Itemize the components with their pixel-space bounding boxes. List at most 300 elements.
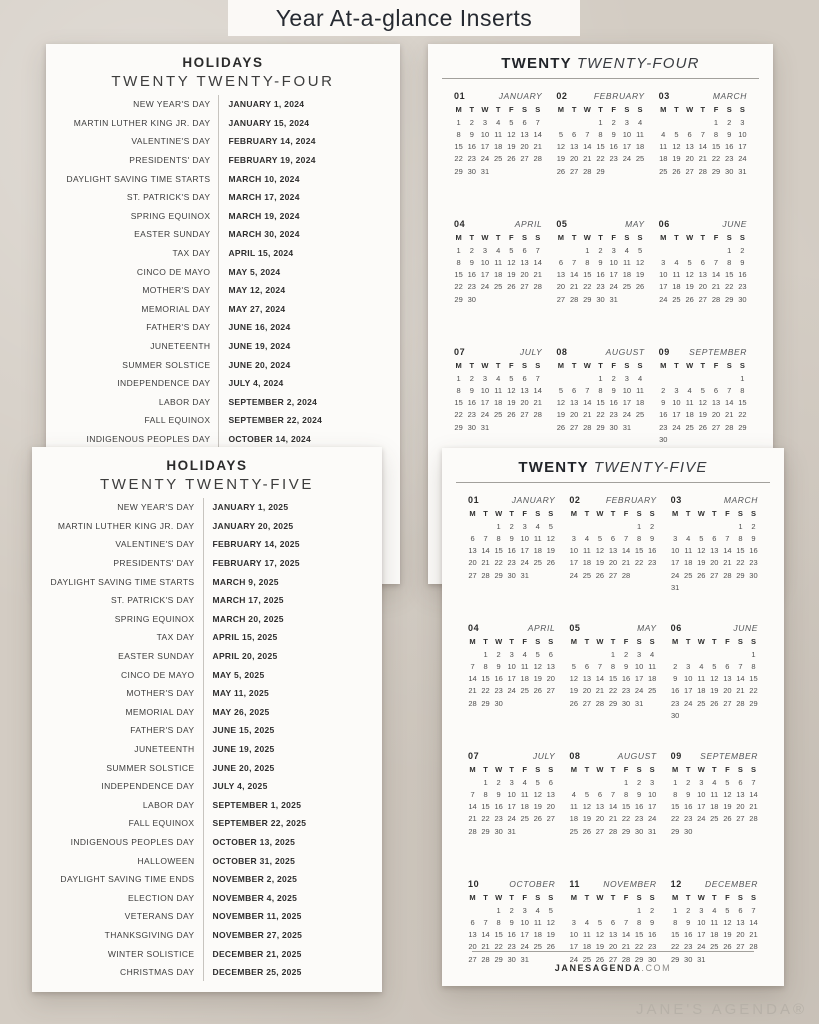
holiday-name: INDIGENOUS PEOPLES DAY xyxy=(32,833,204,852)
day-cell: 18 xyxy=(710,930,719,940)
day-cell: 31 xyxy=(697,954,706,964)
day-cell: 22 xyxy=(481,686,490,696)
day-of-week-header: S xyxy=(535,233,541,242)
holiday-name: ST. PATRICK'S DAY xyxy=(46,188,219,207)
day-of-week-header: T xyxy=(598,105,603,114)
day-cell: 27 xyxy=(736,814,745,824)
day-cell xyxy=(721,582,734,594)
day-cell: 28 xyxy=(533,282,542,292)
day-cell: 9 xyxy=(469,385,474,395)
day-cell: 25 xyxy=(493,282,503,292)
day-of-week-header: S xyxy=(726,233,732,242)
day-cell: 27 xyxy=(468,570,477,580)
day-cell: 24 xyxy=(569,570,579,580)
day-cell: 12 xyxy=(556,142,566,152)
holidays-2025-list xyxy=(32,498,382,981)
day-of-week-header: S xyxy=(535,637,541,646)
day-cell xyxy=(723,373,736,385)
day-cell: 22 xyxy=(736,558,745,568)
day-cell: 5 xyxy=(687,257,692,267)
day-cell: 19 xyxy=(546,546,555,556)
month-name: NOVEMBER xyxy=(603,879,657,889)
day-cell: 29 xyxy=(725,294,734,304)
month-block xyxy=(466,495,557,623)
day-cell: 10 xyxy=(480,129,490,139)
day-cell: 16 xyxy=(738,270,747,280)
day-cell: 4 xyxy=(496,373,501,383)
day-cell: 3 xyxy=(482,117,488,127)
day-cell xyxy=(708,582,721,594)
day-cell: 12 xyxy=(723,917,732,927)
day-of-week-header: S xyxy=(548,893,554,902)
holiday-date: FEBRUARY 14, 2024 xyxy=(228,136,316,147)
month-number: 02 xyxy=(556,91,568,101)
day-cell: 7 xyxy=(470,661,475,671)
holiday-row xyxy=(46,430,400,449)
day-cell: 14 xyxy=(583,142,592,152)
day-cell: 30 xyxy=(671,710,680,720)
holiday-row xyxy=(46,281,400,300)
day-cell: 29 xyxy=(454,294,463,304)
day-cell: 7 xyxy=(597,661,603,671)
day-cell: 19 xyxy=(685,282,694,292)
day-cell: 29 xyxy=(454,422,463,432)
day-cell: 18 xyxy=(710,802,719,812)
day-cell: 7 xyxy=(751,777,756,787)
day-cell xyxy=(747,826,760,838)
day-cell: 13 xyxy=(582,674,592,684)
day-cell: 23 xyxy=(749,558,758,568)
day-cell: 31 xyxy=(507,826,516,836)
day-cell: 25 xyxy=(672,294,681,304)
day-cell: 5 xyxy=(699,533,704,543)
holiday-name: SPRING EQUINOX xyxy=(46,207,219,226)
day-cell: 20 xyxy=(520,270,529,280)
day-cell: 17 xyxy=(480,270,490,280)
day-cell: 3 xyxy=(571,533,576,543)
day-cell: 2 xyxy=(469,245,474,255)
holiday-name: FATHER'S DAY xyxy=(32,721,204,740)
day-cell: 30 xyxy=(467,166,476,176)
day-cell: 30 xyxy=(647,954,657,964)
day-cell: 2 xyxy=(611,117,616,127)
day-of-week-header: W xyxy=(481,105,489,114)
calendar-2025-title xyxy=(442,448,784,478)
holiday-name: SUMMER SOLSTICE xyxy=(46,355,219,374)
day-cell: 28 xyxy=(595,698,605,708)
day-cell: 27 xyxy=(736,942,745,952)
day-cell: 3 xyxy=(699,905,704,915)
day-cell: 22 xyxy=(634,942,644,952)
day-of-week-header: T xyxy=(469,233,475,242)
day-cell: 22 xyxy=(711,154,721,164)
day-cell: 2 xyxy=(469,373,474,383)
day-cell: 19 xyxy=(569,686,579,696)
day-cell: 20 xyxy=(569,410,579,420)
day-cell: 29 xyxy=(608,698,618,708)
day-of-week-header: W xyxy=(686,233,694,242)
day-cell: 13 xyxy=(556,270,566,280)
day-cell: 26 xyxy=(710,698,719,708)
day-cell: 22 xyxy=(608,686,618,696)
day-cell: 9 xyxy=(611,129,616,139)
holiday-date: NOVEMBER 2, 2025 xyxy=(212,874,298,885)
day-cell: 5 xyxy=(637,245,643,255)
day-cell xyxy=(696,245,709,257)
day-cell: 22 xyxy=(621,814,631,824)
day-of-week-header: S xyxy=(739,233,745,242)
day-cell xyxy=(633,422,646,434)
day-cell: 26 xyxy=(569,698,579,708)
day-cell: 24 xyxy=(609,282,618,292)
month-block xyxy=(452,91,544,219)
day-of-week-header: S xyxy=(548,509,554,518)
day-of-week-header: T xyxy=(712,509,717,518)
day-cell: 6 xyxy=(558,257,563,267)
day-cell: 28 xyxy=(569,294,579,304)
day-cell: 21 xyxy=(595,686,605,696)
day-cell: 12 xyxy=(533,789,542,799)
day-cell xyxy=(478,294,491,306)
day-cell: 27 xyxy=(595,826,605,836)
day-cell: 16 xyxy=(507,546,516,556)
month-name: MAY xyxy=(625,219,645,229)
day-cell: 28 xyxy=(698,166,707,176)
holiday-date: JUNE 20, 2025 xyxy=(212,762,275,773)
day-cell: 22 xyxy=(454,282,463,292)
day-cell: 2 xyxy=(509,521,514,531)
day-cell: 17 xyxy=(520,546,529,556)
day-cell: 6 xyxy=(725,661,730,671)
day-cell: 8 xyxy=(673,917,678,927)
day-cell xyxy=(670,434,683,446)
day-cell: 24 xyxy=(697,942,706,952)
month-header xyxy=(567,495,658,505)
day-cell: 16 xyxy=(494,802,503,812)
month-name: MARCH xyxy=(723,495,758,505)
day-cell: 29 xyxy=(481,826,490,836)
day-cell: 8 xyxy=(637,533,642,543)
holiday-date: JANUARY 1, 2024 xyxy=(228,99,305,110)
day-cell: 4 xyxy=(496,117,501,127)
day-of-week-header: F xyxy=(611,233,616,242)
day-cell: 17 xyxy=(684,686,693,696)
day-cell: 3 xyxy=(740,117,745,127)
day-cell: 10 xyxy=(622,129,632,139)
holiday-name: PRESIDENTS' DAY xyxy=(46,151,219,170)
day-cell: 25 xyxy=(710,814,719,824)
day-cell xyxy=(747,582,760,594)
day-cell: 5 xyxy=(712,661,717,671)
day-of-week-header: T xyxy=(610,893,616,902)
day-of-week-header: S xyxy=(737,509,743,518)
day-cell: 26 xyxy=(672,166,681,176)
day-cell: 28 xyxy=(723,570,732,580)
day-cell xyxy=(708,826,721,838)
day-cell: 4 xyxy=(661,129,666,139)
day-cell: 13 xyxy=(595,802,605,812)
day-cell: 9 xyxy=(623,661,629,671)
month-grid xyxy=(567,636,658,710)
day-cell: 21 xyxy=(583,410,592,420)
day-cell: 10 xyxy=(659,270,668,280)
holiday-name: EASTER SUNDAY xyxy=(32,647,204,666)
day-cell: 24 xyxy=(480,282,490,292)
day-cell: 2 xyxy=(598,245,603,255)
day-cell: 16 xyxy=(467,142,476,152)
holiday-date: MAY 26, 2025 xyxy=(212,706,270,717)
day-cell: 7 xyxy=(535,245,540,255)
holiday-date: JUNE 16, 2024 xyxy=(228,322,291,333)
day-cell: 31 xyxy=(738,166,747,176)
day-cell xyxy=(747,710,760,722)
day-cell: 7 xyxy=(727,385,732,395)
holiday-row xyxy=(46,188,400,207)
day-cell: 24 xyxy=(697,814,706,824)
day-cell: 12 xyxy=(595,930,605,940)
day-cell xyxy=(580,649,593,661)
holiday-date: JANUARY 1, 2025 xyxy=(212,502,289,513)
day-cell: 1 xyxy=(673,777,678,787)
day-cell: 24 xyxy=(507,814,516,824)
day-cell: 20 xyxy=(698,282,707,292)
day-cell: 21 xyxy=(749,802,758,812)
day-of-week-header: T xyxy=(469,105,475,114)
day-cell: 10 xyxy=(672,398,681,408)
day-cell: 26 xyxy=(556,166,566,176)
day-cell: 4 xyxy=(712,905,717,915)
day-cell: 18 xyxy=(685,410,694,420)
holidays-2024-title: HOLIDAYS xyxy=(182,55,264,70)
holiday-name: CHRISTMAS DAY xyxy=(32,963,204,982)
day-cell: 26 xyxy=(582,826,592,836)
day-cell xyxy=(567,649,580,661)
day-cell: 11 xyxy=(636,129,644,139)
day-cell: 24 xyxy=(507,686,516,696)
holiday-name: VALENTINE'S DAY xyxy=(46,132,219,151)
day-cell: 30 xyxy=(507,954,516,964)
day-of-week-header: S xyxy=(522,105,528,114)
month-header xyxy=(452,91,544,101)
day-cell: 8 xyxy=(673,789,678,799)
day-cell: 4 xyxy=(584,917,589,927)
day-cell: 10 xyxy=(697,917,706,927)
day-cell: 15 xyxy=(596,142,605,152)
day-cell xyxy=(606,905,619,917)
month-number: 04 xyxy=(454,219,466,229)
day-cell: 9 xyxy=(650,917,655,927)
day-cell xyxy=(682,582,695,594)
holiday-date: SEPTEMBER 22, 2024 xyxy=(228,415,323,426)
day-of-week-header: M xyxy=(660,105,667,114)
day-cell: 6 xyxy=(522,245,527,255)
day-cell: 22 xyxy=(671,942,680,952)
day-of-week-header: T xyxy=(685,765,691,774)
day-cell xyxy=(554,245,567,257)
day-cell: 23 xyxy=(647,942,657,952)
day-cell: 19 xyxy=(595,558,605,568)
day-cell: 14 xyxy=(711,270,721,280)
day-cell: 15 xyxy=(494,930,503,940)
month-grid xyxy=(554,232,646,306)
day-cell: 30 xyxy=(659,434,668,444)
day-cell: 8 xyxy=(456,257,461,267)
holiday-name: MOTHER'S DAY xyxy=(46,281,219,300)
day-cell: 23 xyxy=(494,814,503,824)
day-cell xyxy=(657,117,670,129)
holiday-date: NOVEMBER 4, 2025 xyxy=(212,892,298,903)
day-cell: 2 xyxy=(661,385,666,395)
day-of-week-header: F xyxy=(522,765,527,774)
day-cell xyxy=(682,710,695,722)
holiday-name: DAYLIGHT SAVING TIME ENDS xyxy=(32,870,204,889)
day-cell: 11 xyxy=(622,257,631,267)
day-cell: 14 xyxy=(725,398,734,408)
holiday-name: VETERANS DAY xyxy=(32,907,204,926)
day-of-week-header: T xyxy=(674,105,679,114)
holiday-date: JUNE 20, 2024 xyxy=(228,359,291,370)
day-cell xyxy=(708,521,721,533)
day-cell: 2 xyxy=(496,649,501,659)
day-of-week-header: M xyxy=(469,765,476,774)
day-of-week-header: M xyxy=(469,509,476,518)
day-cell: 1 xyxy=(456,373,461,383)
holiday-date: DECEMBER 21, 2025 xyxy=(212,948,302,959)
day-cell: 31 xyxy=(634,698,644,708)
holiday-name: MARTIN LUTHER KING JR. DAY xyxy=(32,517,204,536)
holiday-name: MEMORIAL DAY xyxy=(32,703,204,722)
day-cell: 10 xyxy=(647,789,657,799)
day-cell: 21 xyxy=(468,814,477,824)
day-cell xyxy=(593,777,606,789)
day-cell: 7 xyxy=(725,533,730,543)
day-cell: 7 xyxy=(483,533,488,543)
day-cell: 21 xyxy=(749,930,758,940)
month-name: JUNE xyxy=(722,219,747,229)
day-cell xyxy=(736,434,749,446)
day-of-week-header: T xyxy=(483,637,488,646)
day-cell xyxy=(695,649,708,661)
day-of-week-header: F xyxy=(713,105,719,114)
holiday-row xyxy=(32,758,382,777)
day-cell: 28 xyxy=(711,294,721,304)
month-number: 01 xyxy=(454,91,466,101)
holiday-name: MEMORIAL DAY xyxy=(46,300,219,319)
day-cell: 5 xyxy=(509,117,514,127)
day-cell: 29 xyxy=(596,422,605,432)
month-number: 09 xyxy=(658,347,670,357)
day-cell xyxy=(580,777,593,789)
month-block xyxy=(554,219,646,347)
holiday-name: HALLOWEEN xyxy=(32,851,204,870)
holiday-date: NOVEMBER 27, 2025 xyxy=(212,929,303,940)
month-name: JUNE xyxy=(733,623,758,633)
day-cell: 18 xyxy=(622,270,632,280)
day-cell: 12 xyxy=(507,257,516,267)
day-cell: 1 xyxy=(598,117,603,127)
day-cell: 18 xyxy=(493,398,503,408)
day-cell: 15 xyxy=(738,398,747,408)
day-cell xyxy=(606,777,619,789)
day-cell: 30 xyxy=(738,294,747,304)
day-cell xyxy=(581,117,594,129)
day-cell xyxy=(696,434,709,446)
day-cell: 4 xyxy=(624,245,629,255)
day-cell: 22 xyxy=(725,282,734,292)
day-cell: 10 xyxy=(622,385,632,395)
day-cell: 5 xyxy=(548,521,553,531)
day-cell xyxy=(695,826,708,838)
month-grid xyxy=(657,360,749,446)
day-cell: 23 xyxy=(684,814,693,824)
day-cell: 17 xyxy=(634,674,644,684)
day-cell: 22 xyxy=(494,942,503,952)
day-of-week-header: M xyxy=(672,765,679,774)
day-cell: 6 xyxy=(584,661,589,671)
month-header xyxy=(669,751,760,761)
day-of-week-header: F xyxy=(623,765,629,774)
day-of-week-header: S xyxy=(750,893,756,902)
day-cell: 30 xyxy=(684,954,693,964)
day-cell xyxy=(544,826,557,838)
day-cell xyxy=(568,373,581,385)
day-cell: 10 xyxy=(684,674,693,684)
day-cell: 4 xyxy=(686,533,691,543)
day-cell: 16 xyxy=(647,546,657,556)
day-cell: 4 xyxy=(535,521,540,531)
day-cell: 18 xyxy=(493,270,503,280)
day-cell xyxy=(669,649,682,661)
holiday-row xyxy=(32,963,382,982)
day-cell: 1 xyxy=(610,649,616,659)
day-cell: 20 xyxy=(608,558,618,568)
day-cell xyxy=(593,649,606,661)
day-cell: 24 xyxy=(480,154,490,164)
day-cell: 1 xyxy=(637,521,642,531)
day-cell: 1 xyxy=(483,777,488,787)
day-cell: 15 xyxy=(454,142,463,152)
day-cell: 27 xyxy=(723,698,732,708)
day-cell: 18 xyxy=(533,930,542,940)
day-cell xyxy=(580,521,593,533)
day-cell: 20 xyxy=(736,930,745,940)
day-cell: 14 xyxy=(749,917,758,927)
month-number: 03 xyxy=(658,91,670,101)
day-cell: 22 xyxy=(454,154,463,164)
day-cell: 15 xyxy=(481,674,490,684)
day-cell: 23 xyxy=(596,282,605,292)
day-cell: 12 xyxy=(672,142,681,152)
day-cell: 2 xyxy=(740,245,745,255)
day-cell: 6 xyxy=(470,917,475,927)
day-cell xyxy=(505,422,518,434)
holidays-2024-subtitle: TWENTY TWENTY-FOUR xyxy=(111,73,335,90)
day-cell: 29 xyxy=(621,826,631,836)
day-of-week-header: T xyxy=(610,765,616,774)
day-cell xyxy=(518,698,531,710)
day-cell: 12 xyxy=(710,674,719,684)
day-cell: 25 xyxy=(684,570,693,580)
month-header xyxy=(466,751,557,761)
day-cell: 29 xyxy=(634,954,644,964)
day-cell: 28 xyxy=(481,570,490,580)
day-cell: 6 xyxy=(548,777,553,787)
month-grid xyxy=(452,360,544,434)
day-of-week-header: S xyxy=(649,637,655,646)
day-cell: 21 xyxy=(725,410,734,420)
day-cell: 31 xyxy=(520,954,529,964)
day-cell: 5 xyxy=(548,905,553,915)
